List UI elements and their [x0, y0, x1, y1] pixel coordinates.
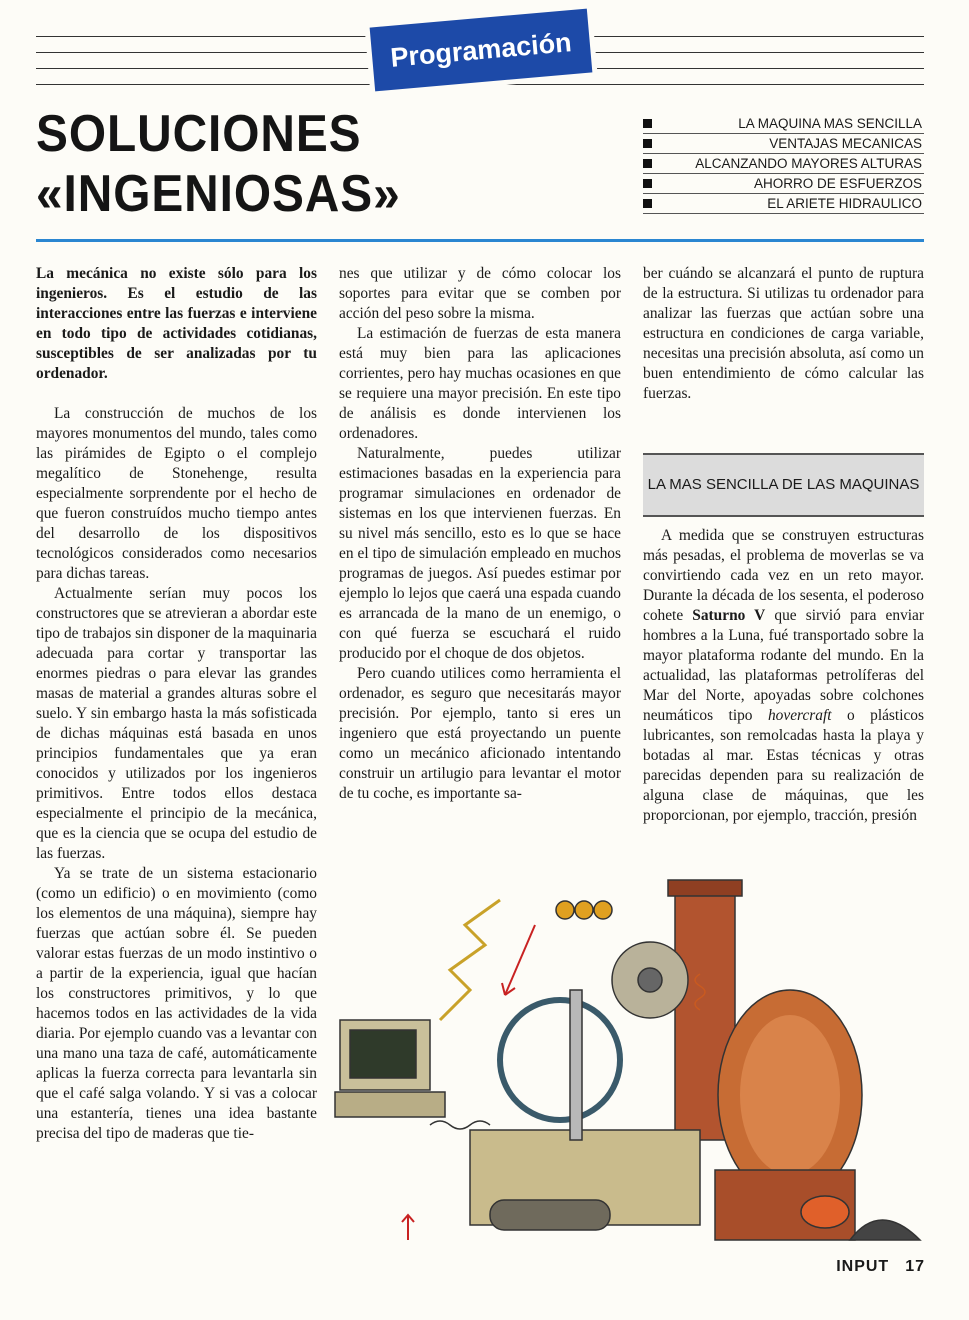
toc-item: LA MAQUINA MAS SENCILLA	[643, 114, 924, 134]
table-of-contents	[643, 114, 924, 214]
column-2	[339, 264, 621, 804]
bullet-square-icon	[643, 179, 652, 188]
body-paragraph: Pero cuando utilices como herramienta el ordenador, es seguro que necesitarás mayor precisión. Por ejemplo, tanto si eres un ingeniero que está proyectando un puente como un mecánico aficionado intentando construir un artilugio para levantar el motor de tu coche, es importante sa-	[339, 665, 621, 802]
title-line-1: SOLUCIONES	[36, 105, 362, 163]
body-paragraph: Ya se trate de un sistema estacionario (como un edificio) o en movimiento (como los elementos de una máquina), siempre hay fuerzas que actúan sobre él. Se pueden valorar estas fuerzas de un modo instintivo o a partir de la experiencia, igual que hacían los constructores primitivos, y lo que hacemos todos en las actividades de la vida diaria. Por ejemplo cuando vas a levantar con una mano una taza de café, automáticamente aplicas la fuerza correcta para levantarla sin que el café salga volando. Y si vas a colocar una estantería, tienes una idea bastante precisa del tipo de maderas que tie-	[36, 865, 317, 1142]
column-3	[643, 264, 924, 404]
body-paragraph: A medida que se construyen estructuras más pesadas, el problema de moverlas se va convirtiendo cada vez en un reto mayor. Durante la década de los sesenta, el poderoso cohete Saturno V que sirvió para enviar hombres a la Luna, fué transportado sobre la mayor plataforma rodante del mundo. En la actualidad, las plataformas petrolíferas del Mar del Norte, apoyadas sobre colchones neumáticos tipo hovercraft o plásticos lubricantes, son remolcadas hasta la playa y botadas al mar. Estas técnicas y otras parecidas dependen para su realización de alguna clase de máquinas, que les proporcionan, por ejemplo, tracción, presión	[643, 527, 925, 824]
body-paragraph: La construcción de muchos de los mayores monumentos del mundo, tales como las pirámides de Egipto o el complejo megalítico de Stonehenge, resulta especialmente sorprendente por el hecho de que fueron construídos mucho tiempo antes del desarrollo de los dispositivos tecnológicos considerados como necesarios para dichas tareas.	[36, 405, 317, 582]
section-heading: LA MAS SENCILLA DE LAS MAQUINAS	[643, 453, 924, 517]
body-paragraph: Naturalmente, puedes utilizar estimaciones basadas en la experiencia para programar simulaciones en ordenador de sistemas en los que intervienen fuerzas. En su nivel más sencillo, esto es lo que se hace en el tipo de simulación empleado en muchos programas de juegos. Así puedes estimar por ejemplo lo lejos que caerá una espada cuando es arrancada de la mano de un enemigo, o con qué fuerza se escuchará el ruido producido por el choque de dos objetos.	[339, 445, 621, 662]
body-paragraph: nes que utilizar y de cómo colocar los soportes para evitar que se comben por acción del peso sobre la misma.	[339, 265, 621, 322]
machine-illustration	[330, 870, 930, 1250]
toc-item: ALCANZANDO MAYORES ALTURAS	[643, 154, 924, 174]
bullet-square-icon	[643, 139, 652, 148]
toc-item: AHORRO DE ESFUERZOS	[643, 174, 924, 194]
header-divider	[36, 239, 924, 242]
bullet-square-icon	[643, 119, 652, 128]
magazine-name: INPUT	[836, 1258, 890, 1275]
toc-item: VENTAJAS MECANICAS	[643, 134, 924, 154]
page-number: 17	[905, 1258, 925, 1275]
bullet-square-icon	[643, 159, 652, 168]
column-1	[36, 264, 317, 1144]
section-badge: Programación	[370, 9, 593, 92]
body-paragraph: ber cuándo se alcanzará el punto de ruptura de la estructura. Si utilizas tu ordenador para analizar las fuerzas que actúan sobre una estructura en condiciones de carga variable, necesitas una precisión absoluta, así como un buen entendimiento de cómo calcular las fuerzas.	[643, 265, 924, 402]
body-paragraph: La estimación de fuerzas de esta manera está muy bien para las aplicaciones corrientes, pero hay muchas ocasiones en que se requiere una mayor precisión. En este tipo de análisis es donde intervienen los ordenadores.	[339, 325, 621, 442]
body-paragraph: Actualmente serían muy pocos los constructores que se atrevieran a abordar este tipo de trabajos sin disponer de la maquinaria adecuada para cortar y transportar las enormes piedras o para elevar las grandes masas de material a grandes alturas sobre el suelo. Y sin embargo hasta la más sofisticada de dichas máquinas está basada en unos principios fundamentales que ya eran conocidos y utilizados por los ingenieros primitivos. Entre todos ellos destaca especialmente el principio de la mecánica, que es la ciencia que se ocupa del estudio de las fuerzas.	[36, 585, 317, 862]
page-footer	[820, 1258, 925, 1276]
title-line-2: «INGENIOSAS»	[36, 165, 401, 223]
bullet-square-icon	[643, 199, 652, 208]
page-title	[36, 104, 401, 224]
column-3-continued	[643, 526, 924, 826]
lead-paragraph: La mecánica no existe sólo para los ingenieros. Es el estudio de las interacciones entre las fuerzas e interviene en todo tipo de actividades cotidianas, susceptibles de ser analizadas por tu ordenador.	[36, 265, 317, 382]
toc-item: EL ARIETE HIDRAULICO	[643, 194, 924, 214]
header-rule	[36, 84, 924, 85]
